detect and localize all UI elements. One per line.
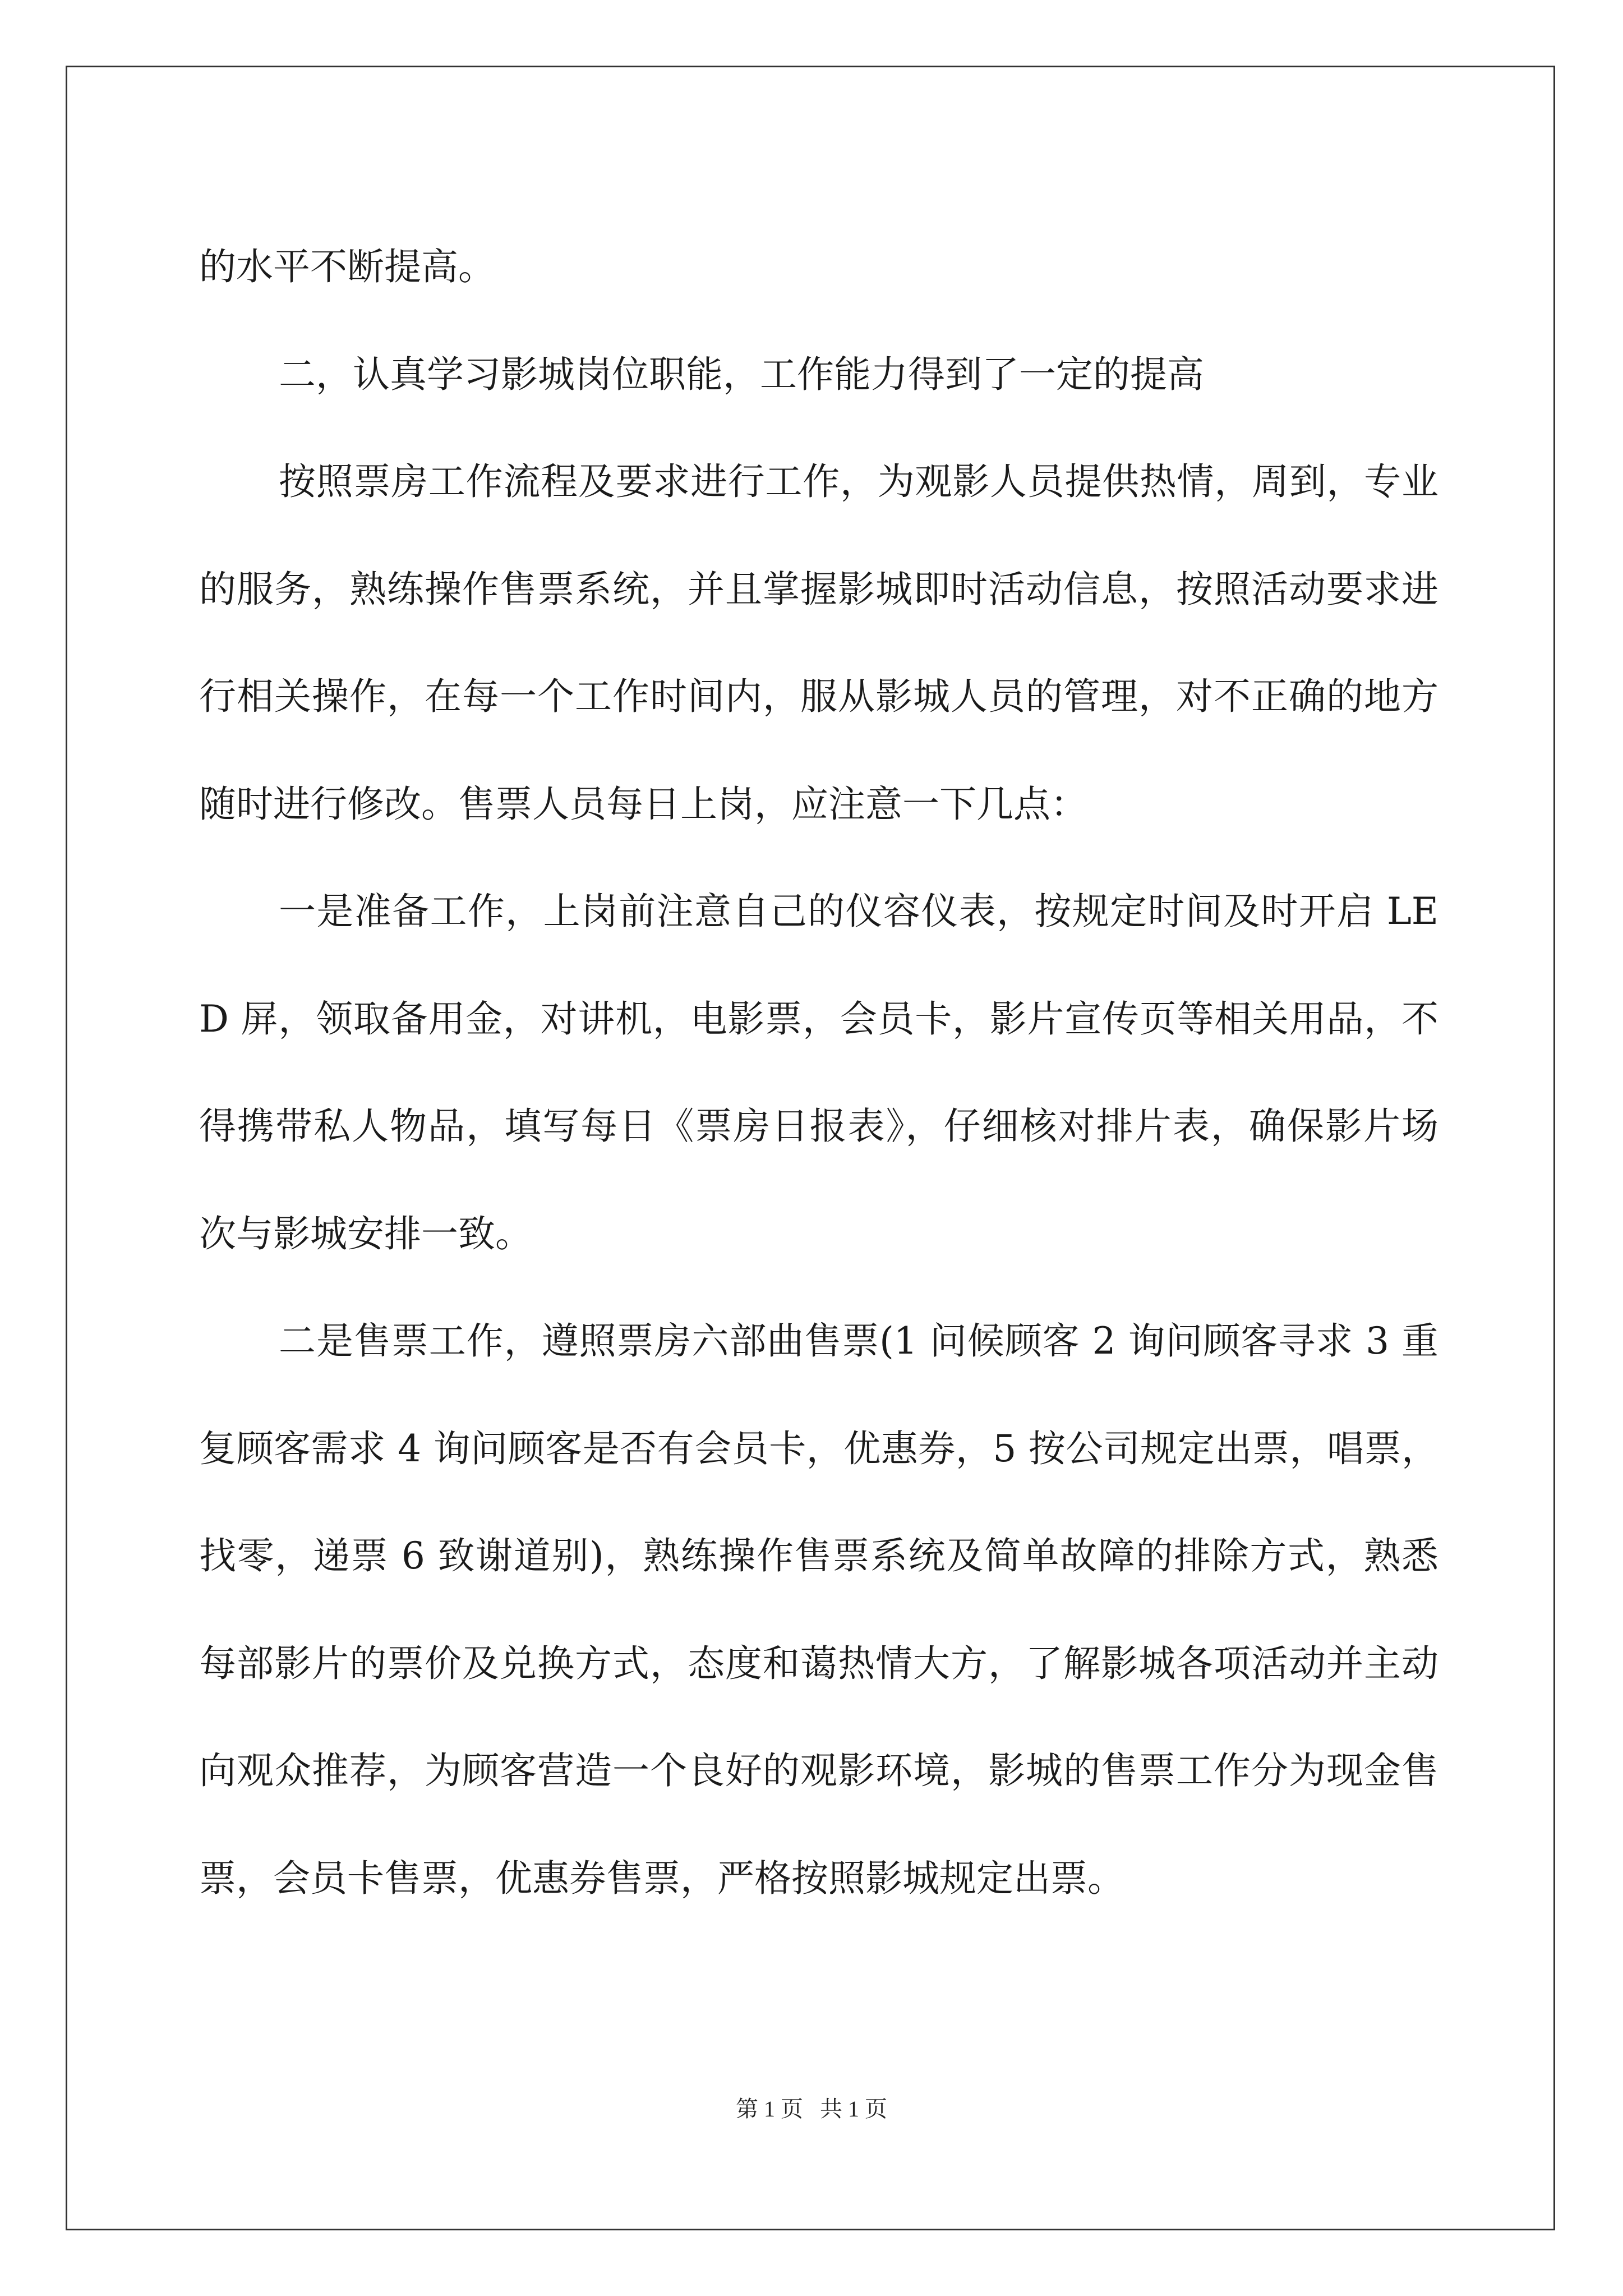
paragraph: 一是准备工作，上岗前注意自己的仪容仪表，按规定时间及时开启 LED 屏，领取备用金，对讲机，电影票，会员卡，影片宣传页等相关用品，不得携带私人物品，填写每日《票房日报表》，仔细核对排片表，确保影片场次与影城安排一致。 (199, 890, 1438, 1255)
document-body (199, 213, 1438, 1932)
paragraph: 的水平不断提高。 (199, 245, 495, 288)
paragraph: 二是售票工作，遵照票房六部曲售票(1 问候顾客 2 询问顾客寻求 3 重复顾客需求 4 询问顾客是否有会员卡，优惠券，5 按公司规定出票，唱票，找零，递票 6 致谢道别)，熟练操作售票系统及简单故障的排除方式，熟悉每部影片的票价及兑换方式，态度和蔼热情大方，了解影城各项活动并主动向观众推荐，为顾客营造一个良好的观影环境，影城的售票工作分为现金售票，会员卡售票，优惠券售票，严格按照影城规定出票。 (199, 1319, 1438, 1900)
page-number: 第 1 页 (736, 2096, 803, 2122)
page-footer (0, 2091, 1623, 2123)
page-total: 共 1 页 (820, 2096, 887, 2122)
section-heading: 二，认真学习影城岗位职能，工作能力得到了一定的提高 (279, 352, 1204, 396)
paragraph: 按照票房工作流程及要求进行工作，为观影人员提供热情，周到，专业的服务，熟练操作售票系统，并且掌握影城即时活动信息，按照活动要求进行相关操作，在每一个工作时间内，服从影城人员的管理，对不正确的地方随时进行修改。售票人员每日上岗，应注意一下几点： (199, 460, 1438, 826)
